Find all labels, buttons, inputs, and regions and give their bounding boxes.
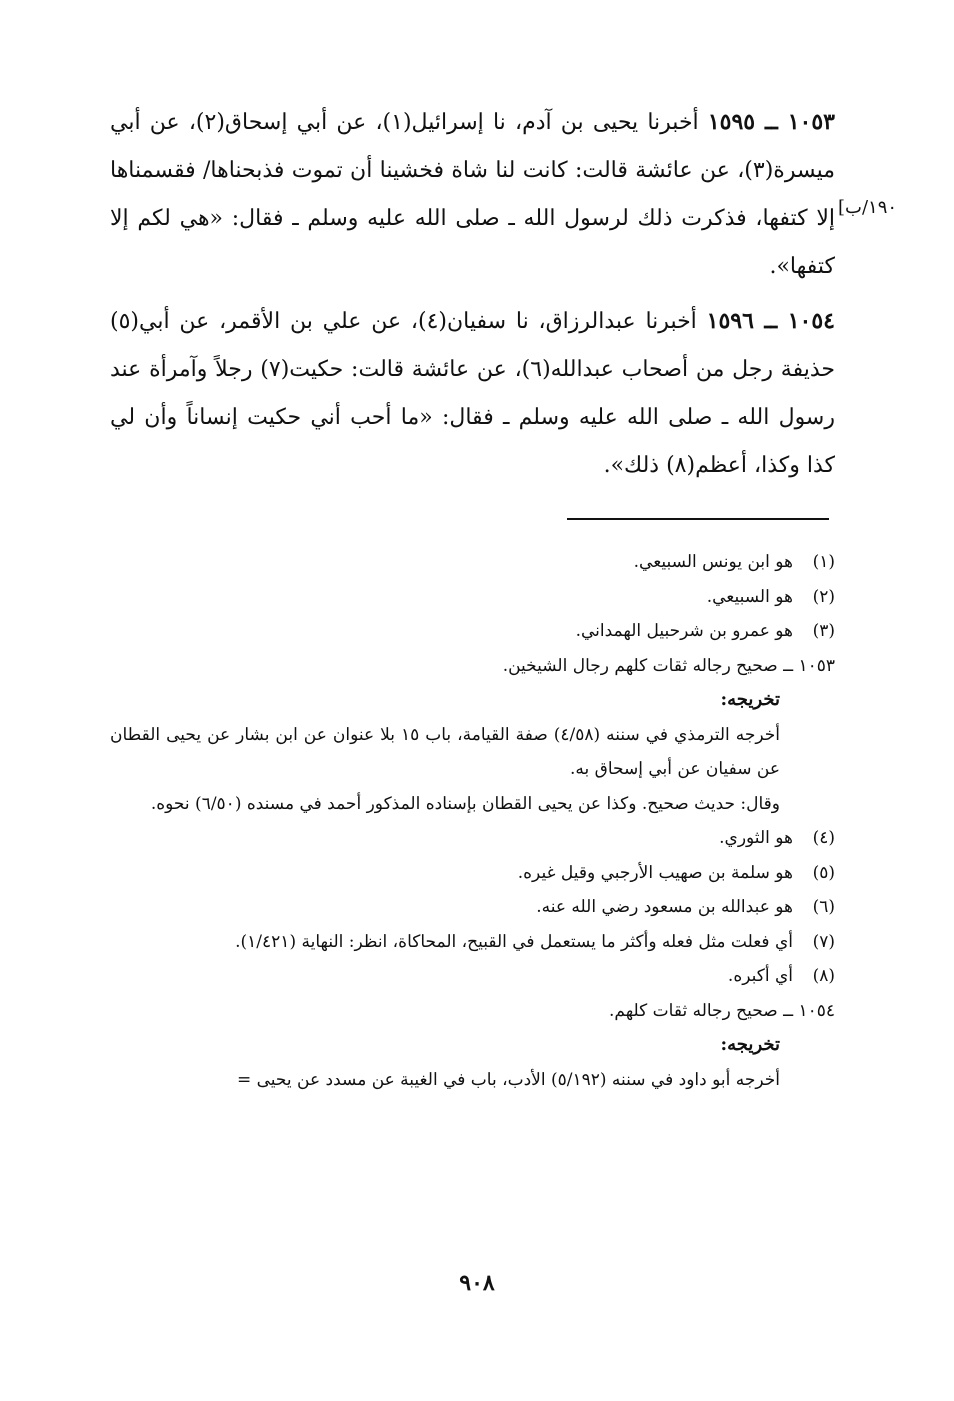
footnote-text: أي فعلت مثل فعله وأكثر ما يستعمل في القبيح، المحاكاة، انظر: النهاية (١/٤٢١).: [235, 931, 793, 952]
footnote-1: [110, 545, 835, 580]
footnote-8: [110, 959, 835, 994]
hadith-1054: [110, 297, 835, 490]
footnote-text: هو عبدالله بن مسعود رضي الله عنه.: [536, 897, 793, 917]
footnote-text: هو سلمة بن صهيب الأرجبي وقيل غيره.: [517, 862, 793, 883]
takhrij-paragraph: وقال: حديث صحيح. وكذا عن يحيى القطان بإسناده المذكور أحمد في مسنده (٦/٥٠) نحوه.: [150, 793, 780, 814]
footnote-text: هو الثوري.: [719, 828, 793, 848]
hadith-number: ١٠٥٤ ــ ١٥٩٦: [706, 308, 835, 334]
hadith-text: أخبرنا يحيى بن آدم، نا إسرائيل(١)، عن أبي إسحاق(٢)، عن أبي ميسرة(٣)، عن عائشة قالت: كانت لنا شاة فخشينا أن تموت فذبحناها/ فقسمناها إلا كتفها، فذكرت ذلك لرسول الله ـ صلى الله عليه وسلم ـ فقال: «هي لكم إلا كتفها».: [110, 110, 835, 279]
hadith-number: ١٠٥٣ ــ ١٥٩٥: [707, 109, 835, 135]
hadith-text: أخبرنا عبدالرزاق، نا سفيان(٤)، عن علي بن الأقمر، عن أبي(٥) حذيفة رجل من أصحاب عبدالله(٦)، عن عائشة قالت: حكيت(٧) رجلاً وآمرأة عند رسول الله ـ صلى الله عليه وسلم ـ فقال: «ما أحب أني حكيت إنساناً وأن لي كذا وكذا، أعظم(٨) ذلك».: [110, 309, 835, 478]
footnote-number: (٦): [812, 897, 835, 917]
footnote-number: (٤): [812, 828, 835, 848]
footnote-3: [110, 614, 835, 649]
takhrij-paragraph: أخرجه أبو داود في سننه (٥/١٩٢) الأدب، باب في الغيبة عن مسدد عن يحيى =: [236, 1069, 780, 1090]
footnote-7: [110, 925, 835, 960]
footnote-2: [110, 580, 835, 615]
footnote-text: أي أكبره.: [727, 966, 793, 986]
footnote-number: (٢): [812, 586, 835, 607]
footnote-text: هو عمرو بن شرحبيل الهمداني.: [575, 621, 793, 641]
hadith-1053: [110, 98, 835, 291]
footnote-number: (١): [812, 552, 835, 572]
footnote-text: هو ابن يونس السبيعي.: [633, 552, 793, 572]
footnote-number: (٣): [812, 621, 835, 641]
grade-1053: ١٠٥٣ ــ صحيح رجاله ثقات كلهم رجال الشيخين.: [502, 655, 835, 676]
footnote-6: [110, 890, 835, 925]
footnote-number: (٥): [812, 862, 835, 883]
grade-1054: ١٠٥٤ ــ صحيح رجاله ثقات كلهم.: [608, 1000, 835, 1021]
takhrij-heading: تخريجه:: [720, 689, 780, 710]
footnote-text: هو السبيعي.: [706, 586, 793, 607]
takhrij-heading: تخريجه:: [720, 1034, 780, 1055]
page-number: ٩٠٨: [459, 1270, 495, 1296]
main-text: [110, 98, 835, 496]
takhrij-paragraph: أخرجه الترمذي في سننه (٤/٥٨) صفة القيامة، باب ١٥ بلا عنوان عن ابن بشار عن يحيى القطان عن سفيان عن أبي إسحاق به.: [110, 724, 780, 779]
footnote-4: [110, 821, 835, 856]
footnote-number: (٧): [812, 931, 835, 952]
footnotes: [110, 545, 835, 1097]
footnote-number: (٨): [812, 966, 835, 986]
footnote-divider: [567, 518, 829, 520]
manuscript-folio-marker: [١٩٠/ب: [838, 197, 898, 218]
footnote-5: [110, 856, 835, 891]
